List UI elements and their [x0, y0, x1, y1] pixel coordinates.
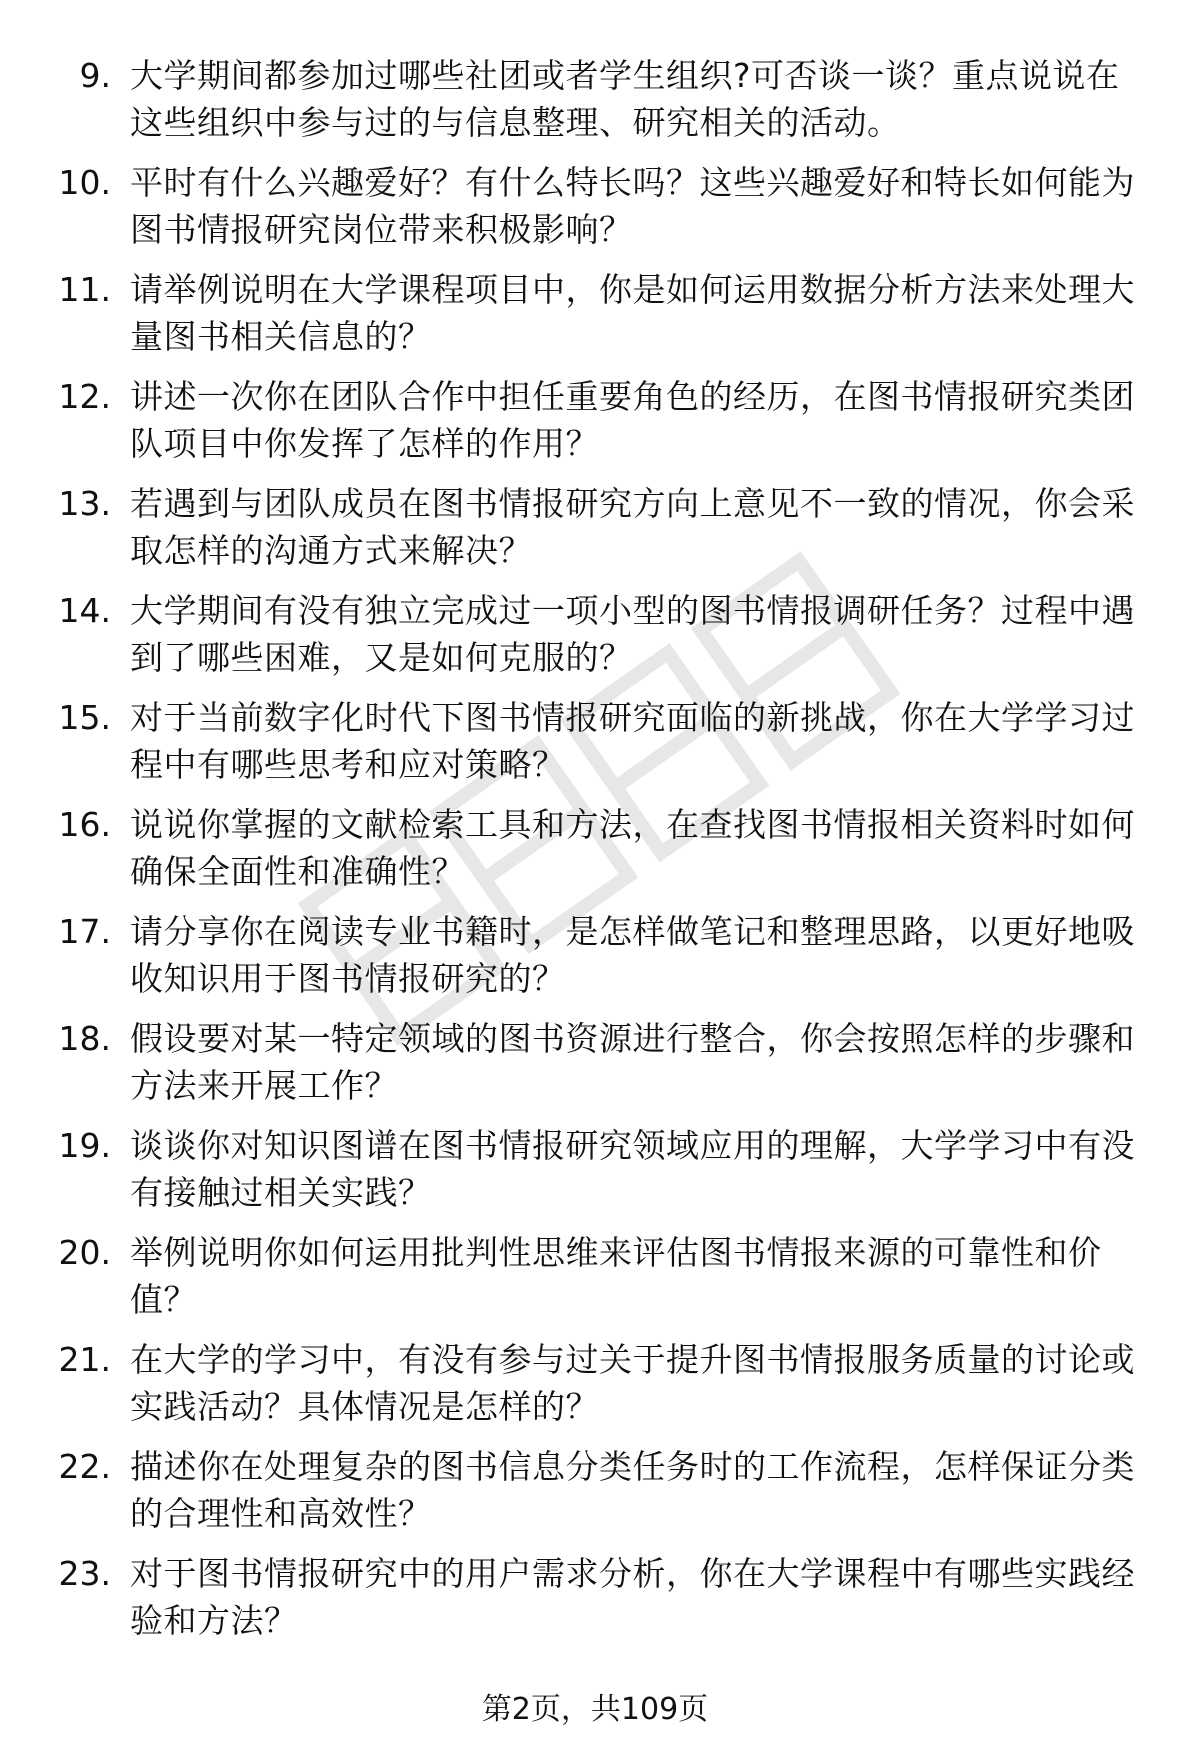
- list-item: [0, 1443, 1190, 1550]
- question-text: 说说你掌握的文献检索工具和方法，在查找图书情报相关资料时如何确保全面性和准确性？: [130, 805, 1135, 891]
- list-item: [0, 1122, 1190, 1229]
- question-text: 大学期间都参加过哪些社团或者学生组织?可否谈一谈？重点说说在这些组织中参与过的与信息整理、研究相关的活动。: [130, 56, 1120, 142]
- question-text: 请举例说明在大学课程项目中，你是如何运用数据分析方法来处理大量图书相关信息的？: [130, 270, 1135, 356]
- page-footer: [0, 1690, 1190, 1730]
- question-number: 13.: [58, 484, 111, 523]
- question-text: 请分享你在阅读专业书籍时，是怎样做笔记和整理思路，以更好地吸收知识用于图书情报研究的？: [130, 912, 1135, 998]
- list-item: [0, 1336, 1190, 1443]
- question-number: 18.: [58, 1019, 111, 1058]
- question-text: 谈谈你对知识图谱在图书情报研究领域应用的理解，大学学习中有没有接触过相关实践？: [130, 1126, 1135, 1212]
- question-number: 11.: [58, 270, 111, 309]
- question-number: 23.: [58, 1554, 111, 1593]
- question-text: 举例说明你如何运用批判性思维来评估图书情报来源的可靠性和价值？: [130, 1233, 1102, 1319]
- question-number: 21.: [58, 1340, 111, 1379]
- question-number: 19.: [58, 1126, 111, 1165]
- list-item: [0, 587, 1190, 694]
- question-text: 讲述一次你在团队合作中担任重要角色的经历，在图书情报研究类团队项目中你发挥了怎样的作用？: [130, 377, 1135, 463]
- question-number: 22.: [58, 1447, 111, 1486]
- list-item: [0, 694, 1190, 801]
- question-number: 9.: [79, 56, 111, 95]
- list-item: [0, 52, 1190, 159]
- page-number-label: 第2页，共109页: [481, 1692, 709, 1727]
- list-item: [0, 1229, 1190, 1336]
- question-text: 描述你在处理复杂的图书信息分类任务时的工作流程，怎样保证分类的合理性和高效性？: [130, 1447, 1135, 1533]
- question-text: 对于图书情报研究中的用户需求分析，你在大学课程中有哪些实践经验和方法？: [130, 1554, 1135, 1640]
- question-number: 12.: [58, 377, 111, 416]
- list-item: [0, 266, 1190, 373]
- question-number: 17.: [58, 912, 111, 951]
- question-number: 20.: [58, 1233, 111, 1272]
- question-text: 若遇到与团队成员在图书情报研究方向上意见不一致的情况，你会采取怎样的沟通方式来解决？: [130, 484, 1135, 570]
- list-item: [0, 1550, 1190, 1657]
- question-text: 在大学的学习中，有没有参与过关于提升图书情报服务质量的讨论或实践活动？具体情况是怎样的？: [130, 1340, 1135, 1426]
- question-text: 假设要对某一特定领域的图书资源进行整合，你会按照怎样的步骤和方法来开展工作？: [130, 1019, 1135, 1105]
- question-number: 10.: [58, 163, 111, 202]
- list-item: [0, 159, 1190, 266]
- list-item: [0, 1015, 1190, 1122]
- list-item: [0, 480, 1190, 587]
- question-list: [0, 52, 1190, 1657]
- question-text: 大学期间有没有独立完成过一项小型的图书情报调研任务？过程中遇到了哪些困难，又是如何克服的？: [130, 591, 1135, 677]
- question-text: 对于当前数字化时代下图书情报研究面临的新挑战，你在大学学习过程中有哪些思考和应对策略？: [130, 698, 1135, 784]
- question-number: 16.: [58, 805, 111, 844]
- list-item: [0, 801, 1190, 908]
- list-item: [0, 908, 1190, 1015]
- question-number: 14.: [58, 591, 111, 630]
- question-text: 平时有什么兴趣爱好？有什么特长吗？这些兴趣爱好和特长如何能为图书情报研究岗位带来积极影响？: [130, 163, 1135, 249]
- list-item: [0, 373, 1190, 480]
- question-number: 15.: [58, 698, 111, 737]
